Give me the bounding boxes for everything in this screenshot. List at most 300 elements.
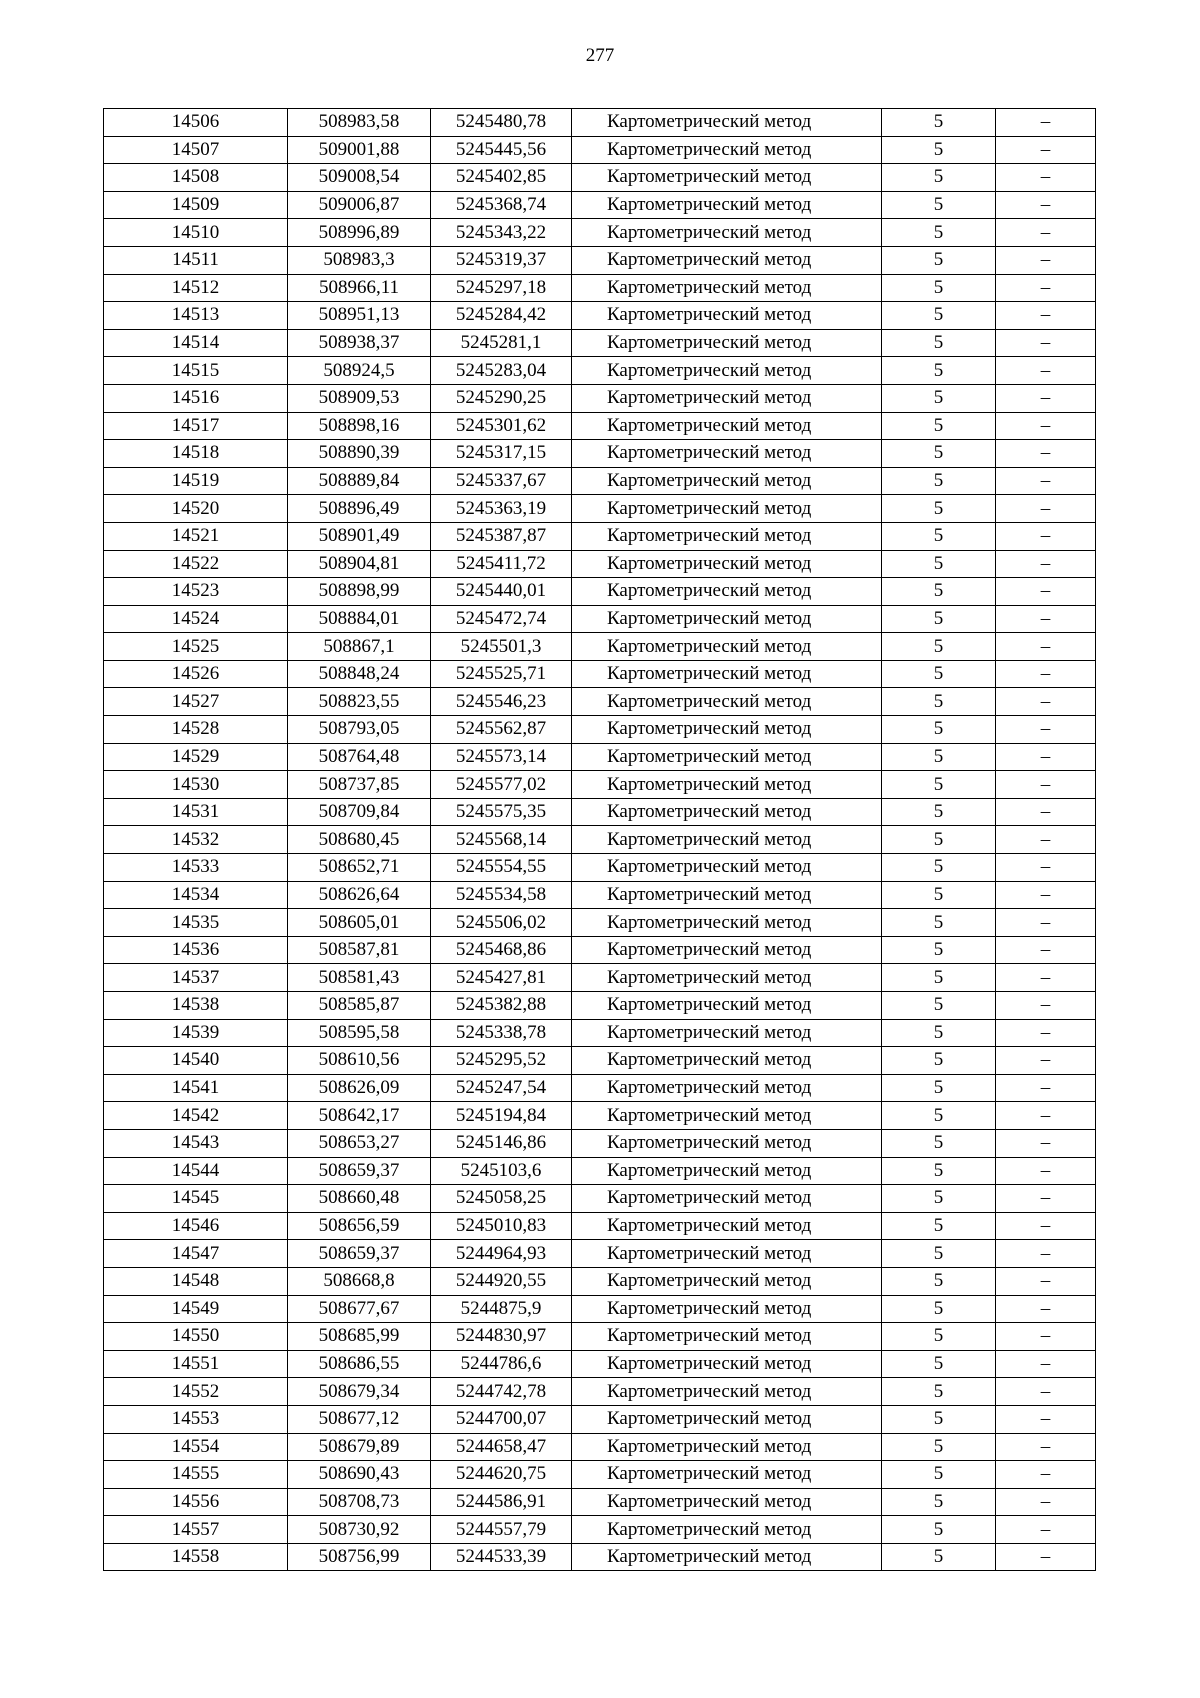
x-coordinate-cell: 508756,99 xyxy=(288,1543,431,1571)
point-number-cell: 14545 xyxy=(104,1185,288,1213)
y-coordinate-cell: 5245337,67 xyxy=(431,467,572,495)
accuracy-cell: 5 xyxy=(882,1295,996,1323)
accuracy-cell: 5 xyxy=(882,522,996,550)
accuracy-cell: 5 xyxy=(882,1047,996,1075)
table-row xyxy=(104,1267,1096,1295)
point-number-cell: 14523 xyxy=(104,578,288,606)
table-row xyxy=(104,688,1096,716)
y-coordinate-cell: 5245317,15 xyxy=(431,440,572,468)
method-cell: Картометрический метод xyxy=(572,357,882,385)
method-cell: Картометрический метод xyxy=(572,1543,882,1571)
table-row xyxy=(104,881,1096,909)
accuracy-cell: 5 xyxy=(882,633,996,661)
table-row xyxy=(104,1543,1096,1571)
method-cell: Картометрический метод xyxy=(572,688,882,716)
method-cell: Картометрический метод xyxy=(572,1047,882,1075)
y-coordinate-cell: 5245338,78 xyxy=(431,1019,572,1047)
y-coordinate-cell: 5245534,58 xyxy=(431,881,572,909)
table-row xyxy=(104,495,1096,523)
method-cell: Картометрический метод xyxy=(572,467,882,495)
table-row xyxy=(104,771,1096,799)
table-row xyxy=(104,798,1096,826)
table-row xyxy=(104,1516,1096,1544)
x-coordinate-cell: 508679,89 xyxy=(288,1433,431,1461)
table-row xyxy=(104,1157,1096,1185)
note-cell: – xyxy=(996,743,1096,771)
y-coordinate-cell: 5245402,85 xyxy=(431,164,572,192)
x-coordinate-cell: 509008,54 xyxy=(288,164,431,192)
point-number-cell: 14524 xyxy=(104,605,288,633)
x-coordinate-cell: 508595,58 xyxy=(288,1019,431,1047)
point-number-cell: 14544 xyxy=(104,1157,288,1185)
point-number-cell: 14513 xyxy=(104,302,288,330)
table-row xyxy=(104,1240,1096,1268)
x-coordinate-cell: 508626,64 xyxy=(288,881,431,909)
x-coordinate-cell: 508585,87 xyxy=(288,992,431,1020)
method-cell: Картометрический метод xyxy=(572,219,882,247)
y-coordinate-cell: 5245554,55 xyxy=(431,854,572,882)
note-cell: – xyxy=(996,467,1096,495)
note-cell: – xyxy=(996,909,1096,937)
note-cell: – xyxy=(996,1240,1096,1268)
method-cell: Картометрический метод xyxy=(572,1433,882,1461)
table-row xyxy=(104,329,1096,357)
y-coordinate-cell: 5245058,25 xyxy=(431,1185,572,1213)
method-cell: Картометрический метод xyxy=(572,412,882,440)
method-cell: Картометрический метод xyxy=(572,909,882,937)
table-row xyxy=(104,964,1096,992)
table-row xyxy=(104,109,1096,137)
accuracy-cell: 5 xyxy=(882,412,996,440)
accuracy-cell: 5 xyxy=(882,716,996,744)
point-number-cell: 14554 xyxy=(104,1433,288,1461)
y-coordinate-cell: 5244964,93 xyxy=(431,1240,572,1268)
method-cell: Картометрический метод xyxy=(572,881,882,909)
accuracy-cell: 5 xyxy=(882,1405,996,1433)
point-number-cell: 14555 xyxy=(104,1461,288,1489)
x-coordinate-cell: 508668,8 xyxy=(288,1267,431,1295)
note-cell: – xyxy=(996,440,1096,468)
x-coordinate-cell: 508898,16 xyxy=(288,412,431,440)
y-coordinate-cell: 5245297,18 xyxy=(431,274,572,302)
point-number-cell: 14510 xyxy=(104,219,288,247)
x-coordinate-cell: 508764,48 xyxy=(288,743,431,771)
y-coordinate-cell: 5245525,71 xyxy=(431,660,572,688)
method-cell: Картометрический метод xyxy=(572,1350,882,1378)
coordinates-table-body xyxy=(104,109,1096,1571)
note-cell: – xyxy=(996,1405,1096,1433)
table-row xyxy=(104,936,1096,964)
point-number-cell: 14547 xyxy=(104,1240,288,1268)
accuracy-cell: 5 xyxy=(882,1433,996,1461)
table-row xyxy=(104,1378,1096,1406)
table-row xyxy=(104,136,1096,164)
table-row xyxy=(104,1129,1096,1157)
note-cell: – xyxy=(996,854,1096,882)
y-coordinate-cell: 5245368,74 xyxy=(431,191,572,219)
accuracy-cell: 5 xyxy=(882,992,996,1020)
point-number-cell: 14539 xyxy=(104,1019,288,1047)
x-coordinate-cell: 508587,81 xyxy=(288,936,431,964)
y-coordinate-cell: 5244658,47 xyxy=(431,1433,572,1461)
method-cell: Картометрический метод xyxy=(572,1516,882,1544)
note-cell: – xyxy=(996,357,1096,385)
method-cell: Картометрический метод xyxy=(572,164,882,192)
y-coordinate-cell: 5244830,97 xyxy=(431,1323,572,1351)
y-coordinate-cell: 5245575,35 xyxy=(431,798,572,826)
point-number-cell: 14530 xyxy=(104,771,288,799)
y-coordinate-cell: 5245319,37 xyxy=(431,246,572,274)
point-number-cell: 14525 xyxy=(104,633,288,661)
x-coordinate-cell: 508904,81 xyxy=(288,550,431,578)
method-cell: Картометрический метод xyxy=(572,854,882,882)
x-coordinate-cell: 508983,58 xyxy=(288,109,431,137)
x-coordinate-cell: 508890,39 xyxy=(288,440,431,468)
point-number-cell: 14538 xyxy=(104,992,288,1020)
point-number-cell: 14542 xyxy=(104,1102,288,1130)
point-number-cell: 14540 xyxy=(104,1047,288,1075)
point-number-cell: 14518 xyxy=(104,440,288,468)
note-cell: – xyxy=(996,1488,1096,1516)
table-row xyxy=(104,1323,1096,1351)
accuracy-cell: 5 xyxy=(882,136,996,164)
y-coordinate-cell: 5245343,22 xyxy=(431,219,572,247)
accuracy-cell: 5 xyxy=(882,1212,996,1240)
table-row xyxy=(104,302,1096,330)
accuracy-cell: 5 xyxy=(882,1323,996,1351)
point-number-cell: 14514 xyxy=(104,329,288,357)
y-coordinate-cell: 5245283,04 xyxy=(431,357,572,385)
accuracy-cell: 5 xyxy=(882,191,996,219)
table-row xyxy=(104,1350,1096,1378)
note-cell: – xyxy=(996,964,1096,992)
y-coordinate-cell: 5245468,86 xyxy=(431,936,572,964)
table-row xyxy=(104,578,1096,606)
y-coordinate-cell: 5245501,3 xyxy=(431,633,572,661)
method-cell: Картометрический метод xyxy=(572,1129,882,1157)
note-cell: – xyxy=(996,1543,1096,1571)
table-row xyxy=(104,550,1096,578)
page-number: 277 xyxy=(585,45,615,66)
y-coordinate-cell: 5245480,78 xyxy=(431,109,572,137)
x-coordinate-cell: 508659,37 xyxy=(288,1157,431,1185)
x-coordinate-cell: 509001,88 xyxy=(288,136,431,164)
point-number-cell: 14517 xyxy=(104,412,288,440)
table-row xyxy=(104,992,1096,1020)
accuracy-cell: 5 xyxy=(882,1378,996,1406)
accuracy-cell: 5 xyxy=(882,219,996,247)
point-number-cell: 14549 xyxy=(104,1295,288,1323)
accuracy-cell: 5 xyxy=(882,440,996,468)
x-coordinate-cell: 508896,49 xyxy=(288,495,431,523)
note-cell: – xyxy=(996,329,1096,357)
accuracy-cell: 5 xyxy=(882,384,996,412)
accuracy-cell: 5 xyxy=(882,1516,996,1544)
note-cell: – xyxy=(996,219,1096,247)
x-coordinate-cell: 508951,13 xyxy=(288,302,431,330)
accuracy-cell: 5 xyxy=(882,274,996,302)
y-coordinate-cell: 5245103,6 xyxy=(431,1157,572,1185)
point-number-cell: 14508 xyxy=(104,164,288,192)
point-number-cell: 14553 xyxy=(104,1405,288,1433)
note-cell: – xyxy=(996,550,1096,578)
x-coordinate-cell: 508867,1 xyxy=(288,633,431,661)
accuracy-cell: 5 xyxy=(882,495,996,523)
accuracy-cell: 5 xyxy=(882,660,996,688)
point-number-cell: 14546 xyxy=(104,1212,288,1240)
accuracy-cell: 5 xyxy=(882,1267,996,1295)
x-coordinate-cell: 508581,43 xyxy=(288,964,431,992)
point-number-cell: 14531 xyxy=(104,798,288,826)
table-row xyxy=(104,854,1096,882)
accuracy-cell: 5 xyxy=(882,771,996,799)
x-coordinate-cell: 508848,24 xyxy=(288,660,431,688)
y-coordinate-cell: 5245568,14 xyxy=(431,826,572,854)
y-coordinate-cell: 5244700,07 xyxy=(431,1405,572,1433)
note-cell: – xyxy=(996,1047,1096,1075)
table-row xyxy=(104,1185,1096,1213)
y-coordinate-cell: 5244742,78 xyxy=(431,1378,572,1406)
y-coordinate-cell: 5245411,72 xyxy=(431,550,572,578)
x-coordinate-cell: 509006,87 xyxy=(288,191,431,219)
point-number-cell: 14557 xyxy=(104,1516,288,1544)
note-cell: – xyxy=(996,164,1096,192)
point-number-cell: 14519 xyxy=(104,467,288,495)
y-coordinate-cell: 5245301,62 xyxy=(431,412,572,440)
x-coordinate-cell: 508730,92 xyxy=(288,1516,431,1544)
note-cell: – xyxy=(996,881,1096,909)
note-cell: – xyxy=(996,274,1096,302)
accuracy-cell: 5 xyxy=(882,578,996,606)
table-row xyxy=(104,1405,1096,1433)
accuracy-cell: 5 xyxy=(882,936,996,964)
point-number-cell: 14526 xyxy=(104,660,288,688)
method-cell: Картометрический метод xyxy=(572,109,882,137)
note-cell: – xyxy=(996,826,1096,854)
table-row xyxy=(104,384,1096,412)
method-cell: Картометрический метод xyxy=(572,605,882,633)
x-coordinate-cell: 508652,71 xyxy=(288,854,431,882)
table-row xyxy=(104,1102,1096,1130)
method-cell: Картометрический метод xyxy=(572,743,882,771)
y-coordinate-cell: 5245427,81 xyxy=(431,964,572,992)
point-number-cell: 14558 xyxy=(104,1543,288,1571)
y-coordinate-cell: 5244920,55 xyxy=(431,1267,572,1295)
y-coordinate-cell: 5244620,75 xyxy=(431,1461,572,1489)
y-coordinate-cell: 5245295,52 xyxy=(431,1047,572,1075)
point-number-cell: 14520 xyxy=(104,495,288,523)
x-coordinate-cell: 508686,55 xyxy=(288,1350,431,1378)
point-number-cell: 14507 xyxy=(104,136,288,164)
x-coordinate-cell: 508690,43 xyxy=(288,1461,431,1489)
table-row xyxy=(104,412,1096,440)
y-coordinate-cell: 5245247,54 xyxy=(431,1074,572,1102)
method-cell: Картометрический метод xyxy=(572,1102,882,1130)
method-cell: Картометрический метод xyxy=(572,136,882,164)
method-cell: Картометрический метод xyxy=(572,1074,882,1102)
accuracy-cell: 5 xyxy=(882,605,996,633)
x-coordinate-cell: 508983,3 xyxy=(288,246,431,274)
method-cell: Картометрический метод xyxy=(572,384,882,412)
x-coordinate-cell: 508680,45 xyxy=(288,826,431,854)
x-coordinate-cell: 508653,27 xyxy=(288,1129,431,1157)
method-cell: Картометрический метод xyxy=(572,1295,882,1323)
coordinates-table xyxy=(103,108,1096,1571)
table-row xyxy=(104,219,1096,247)
x-coordinate-cell: 508793,05 xyxy=(288,716,431,744)
y-coordinate-cell: 5244875,9 xyxy=(431,1295,572,1323)
x-coordinate-cell: 508642,17 xyxy=(288,1102,431,1130)
method-cell: Картометрический метод xyxy=(572,1323,882,1351)
note-cell: – xyxy=(996,1129,1096,1157)
accuracy-cell: 5 xyxy=(882,854,996,882)
table-row xyxy=(104,246,1096,274)
method-cell: Картометрический метод xyxy=(572,1212,882,1240)
method-cell: Картометрический метод xyxy=(572,550,882,578)
method-cell: Картометрический метод xyxy=(572,1157,882,1185)
method-cell: Картометрический метод xyxy=(572,522,882,550)
table-row xyxy=(104,164,1096,192)
accuracy-cell: 5 xyxy=(882,550,996,578)
point-number-cell: 14528 xyxy=(104,716,288,744)
table-row xyxy=(104,605,1096,633)
x-coordinate-cell: 508924,5 xyxy=(288,357,431,385)
x-coordinate-cell: 508685,99 xyxy=(288,1323,431,1351)
method-cell: Картометрический метод xyxy=(572,633,882,661)
note-cell: – xyxy=(996,633,1096,661)
y-coordinate-cell: 5245546,23 xyxy=(431,688,572,716)
note-cell: – xyxy=(996,109,1096,137)
method-cell: Картометрический метод xyxy=(572,1240,882,1268)
method-cell: Картометрический метод xyxy=(572,1461,882,1489)
method-cell: Картометрический метод xyxy=(572,246,882,274)
accuracy-cell: 5 xyxy=(882,688,996,716)
x-coordinate-cell: 508996,89 xyxy=(288,219,431,247)
x-coordinate-cell: 508660,48 xyxy=(288,1185,431,1213)
note-cell: – xyxy=(996,936,1096,964)
point-number-cell: 14551 xyxy=(104,1350,288,1378)
note-cell: – xyxy=(996,1185,1096,1213)
y-coordinate-cell: 5245562,87 xyxy=(431,716,572,744)
accuracy-cell: 5 xyxy=(882,302,996,330)
y-coordinate-cell: 5244786,6 xyxy=(431,1350,572,1378)
note-cell: – xyxy=(996,191,1096,219)
method-cell: Картометрический метод xyxy=(572,798,882,826)
accuracy-cell: 5 xyxy=(882,467,996,495)
point-number-cell: 14550 xyxy=(104,1323,288,1351)
accuracy-cell: 5 xyxy=(882,1129,996,1157)
x-coordinate-cell: 508966,11 xyxy=(288,274,431,302)
note-cell: – xyxy=(996,660,1096,688)
y-coordinate-cell: 5245577,02 xyxy=(431,771,572,799)
table-row xyxy=(104,743,1096,771)
note-cell: – xyxy=(996,1157,1096,1185)
point-number-cell: 14509 xyxy=(104,191,288,219)
accuracy-cell: 5 xyxy=(882,109,996,137)
method-cell: Картометрический метод xyxy=(572,191,882,219)
x-coordinate-cell: 508884,01 xyxy=(288,605,431,633)
point-number-cell: 14552 xyxy=(104,1378,288,1406)
accuracy-cell: 5 xyxy=(882,826,996,854)
point-number-cell: 14556 xyxy=(104,1488,288,1516)
x-coordinate-cell: 508708,73 xyxy=(288,1488,431,1516)
method-cell: Картометрический метод xyxy=(572,964,882,992)
table-row xyxy=(104,1488,1096,1516)
table-row xyxy=(104,467,1096,495)
accuracy-cell: 5 xyxy=(882,909,996,937)
note-cell: – xyxy=(996,1378,1096,1406)
point-number-cell: 14506 xyxy=(104,109,288,137)
note-cell: – xyxy=(996,578,1096,606)
y-coordinate-cell: 5245573,14 xyxy=(431,743,572,771)
point-number-cell: 14516 xyxy=(104,384,288,412)
x-coordinate-cell: 508909,53 xyxy=(288,384,431,412)
point-number-cell: 14536 xyxy=(104,936,288,964)
note-cell: – xyxy=(996,1267,1096,1295)
x-coordinate-cell: 508610,56 xyxy=(288,1047,431,1075)
note-cell: – xyxy=(996,495,1096,523)
point-number-cell: 14532 xyxy=(104,826,288,854)
x-coordinate-cell: 508823,55 xyxy=(288,688,431,716)
accuracy-cell: 5 xyxy=(882,357,996,385)
method-cell: Картометрический метод xyxy=(572,826,882,854)
x-coordinate-cell: 508659,37 xyxy=(288,1240,431,1268)
note-cell: – xyxy=(996,1074,1096,1102)
point-number-cell: 14529 xyxy=(104,743,288,771)
accuracy-cell: 5 xyxy=(882,329,996,357)
accuracy-cell: 5 xyxy=(882,1019,996,1047)
table-row xyxy=(104,1212,1096,1240)
note-cell: – xyxy=(996,1102,1096,1130)
method-cell: Картометрический метод xyxy=(572,440,882,468)
point-number-cell: 14512 xyxy=(104,274,288,302)
note-cell: – xyxy=(996,688,1096,716)
y-coordinate-cell: 5245382,88 xyxy=(431,992,572,1020)
accuracy-cell: 5 xyxy=(882,164,996,192)
note-cell: – xyxy=(996,798,1096,826)
accuracy-cell: 5 xyxy=(882,246,996,274)
x-coordinate-cell: 508626,09 xyxy=(288,1074,431,1102)
method-cell: Картометрический метод xyxy=(572,1488,882,1516)
table-row xyxy=(104,357,1096,385)
point-number-cell: 14535 xyxy=(104,909,288,937)
accuracy-cell: 5 xyxy=(882,964,996,992)
point-number-cell: 14534 xyxy=(104,881,288,909)
method-cell: Картометрический метод xyxy=(572,274,882,302)
y-coordinate-cell: 5244557,79 xyxy=(431,1516,572,1544)
point-number-cell: 14522 xyxy=(104,550,288,578)
note-cell: – xyxy=(996,384,1096,412)
note-cell: – xyxy=(996,246,1096,274)
table-row xyxy=(104,1295,1096,1323)
note-cell: – xyxy=(996,992,1096,1020)
method-cell: Картометрический метод xyxy=(572,1378,882,1406)
point-number-cell: 14548 xyxy=(104,1267,288,1295)
table-row xyxy=(104,633,1096,661)
x-coordinate-cell: 508677,12 xyxy=(288,1405,431,1433)
y-coordinate-cell: 5245010,83 xyxy=(431,1212,572,1240)
point-number-cell: 14527 xyxy=(104,688,288,716)
y-coordinate-cell: 5245146,86 xyxy=(431,1129,572,1157)
note-cell: – xyxy=(996,1461,1096,1489)
accuracy-cell: 5 xyxy=(882,1350,996,1378)
method-cell: Картометрический метод xyxy=(572,1019,882,1047)
table-row xyxy=(104,1461,1096,1489)
accuracy-cell: 5 xyxy=(882,743,996,771)
table-row xyxy=(104,1074,1096,1102)
x-coordinate-cell: 508898,99 xyxy=(288,578,431,606)
table-row xyxy=(104,716,1096,744)
